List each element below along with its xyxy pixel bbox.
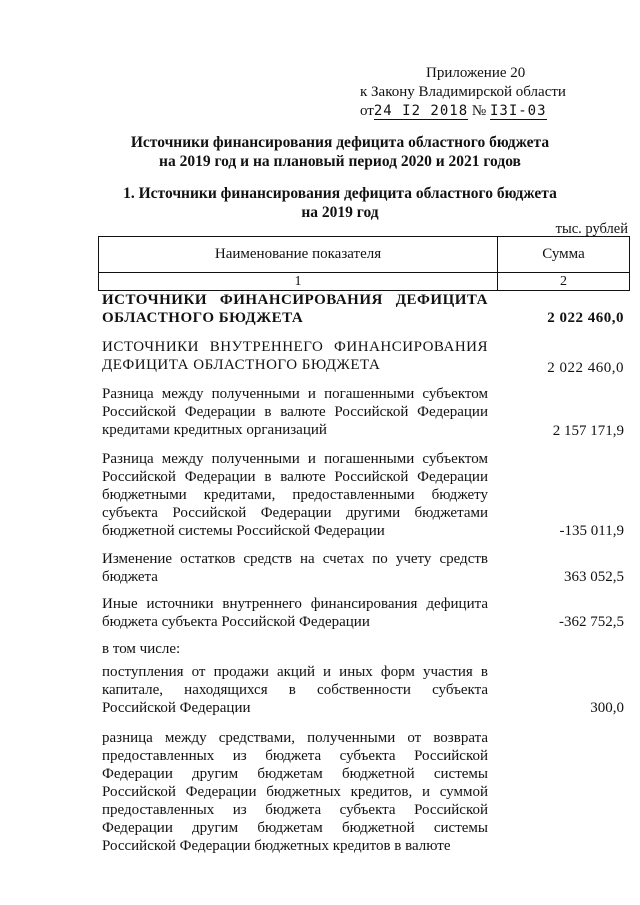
table-row: [102, 729, 628, 855]
row-amount: -135 011,9: [559, 523, 624, 539]
column-number-2: 2: [498, 273, 630, 290]
table-row: [102, 385, 628, 439]
document-title: [60, 133, 620, 171]
table-row: [102, 338, 628, 374]
row-amount: 2 022 460,0: [547, 360, 624, 376]
row-name: разница между средствами, полученными от возврата предоставленных из бюджета субъекта Российской Федерации другим бюджетам бюджетной системы Российской Федерации бюджетных кредитов, и суммой предоставленных из бюджета субъекта Российской Федерации другим бюджетам бюджетной системы Российской Федерации бюджетных кредитов в валюте: [102, 730, 488, 854]
section-title-line-1: 1. Источники финансирования дефицита областного бюджета: [123, 185, 557, 202]
appendix-law: к Закону Владимирской области: [360, 84, 566, 100]
row-name: поступления от продажи акций и иных форм участия в капитале, находящихся в собственности субъекта Российской Федерации: [102, 664, 488, 716]
title-line-1: Источники финансирования дефицита областного бюджета: [130, 134, 550, 151]
row-amount: -362 752,5: [559, 614, 624, 630]
table-row: [102, 640, 628, 658]
table-row: [102, 663, 628, 717]
appendix-date-line: [360, 102, 550, 121]
row-amount: 2 157 171,9: [552, 423, 624, 439]
appendix-label: Приложение 20: [426, 65, 526, 81]
table-row: [102, 291, 628, 327]
section-title: [60, 184, 620, 222]
row-name: Разница между полученными и погашенными субъектом Российской Федерации в валюте Российской Федерации кредитами кредитных организаций: [102, 386, 488, 438]
appendix-number-sign: №: [471, 103, 487, 119]
appendix-date: 24 I2 2018: [373, 103, 469, 119]
row-name: ИСТОЧНИКИ ФИНАНСИРОВАНИЯ ДЕФИЦИТА ОБЛАСТНОГО БЮДЖЕТА: [102, 292, 488, 326]
appendix-from-prefix: от: [360, 103, 374, 119]
header-indicator-name: Наименование показателя: [98, 237, 498, 272]
title-line-2: на 2019 год и на плановый период 2020 и 2021 годов: [159, 153, 521, 170]
section-title-line-2: на 2019 год: [301, 204, 379, 221]
header-row: [98, 236, 630, 273]
row-amount: 300,0: [590, 700, 624, 716]
table-header: [98, 236, 630, 291]
table-row: [102, 450, 628, 540]
row-name: в том числе:: [102, 641, 181, 657]
unit-label: тыс. рублей: [555, 221, 628, 237]
row-amount: 2 022 460,0: [547, 310, 624, 326]
table-row: [102, 550, 628, 586]
row-name: Разница между полученными и погашенными субъектом Российской Федерации в валюте Российской Федерации бюджетными кредитами, предоставленными бюджету субъекта Российской Федерации другими бюджетами бюджетной системы Российской Федерации: [102, 451, 488, 539]
appendix-number: I3I-03: [489, 103, 547, 119]
appendix-block: [360, 64, 566, 121]
header-amount: Сумма: [498, 237, 630, 272]
column-number-row: [98, 273, 630, 291]
column-number-1: 1: [98, 273, 498, 290]
table-row: [102, 595, 628, 631]
row-name: Изменение остатков средств на счетах по учету средств бюджета: [102, 551, 488, 585]
row-name: ИСТОЧНИКИ ВНУТРЕННЕГО ФИНАНСИРОВАНИЯ ДЕФИЦИТА ОБЛАСТНОГО БЮДЖЕТА: [102, 339, 488, 373]
row-amount: 363 052,5: [564, 569, 624, 585]
row-name: Иные источники внутреннего финансирования дефицита бюджета субъекта Российской Федерации: [102, 596, 488, 630]
